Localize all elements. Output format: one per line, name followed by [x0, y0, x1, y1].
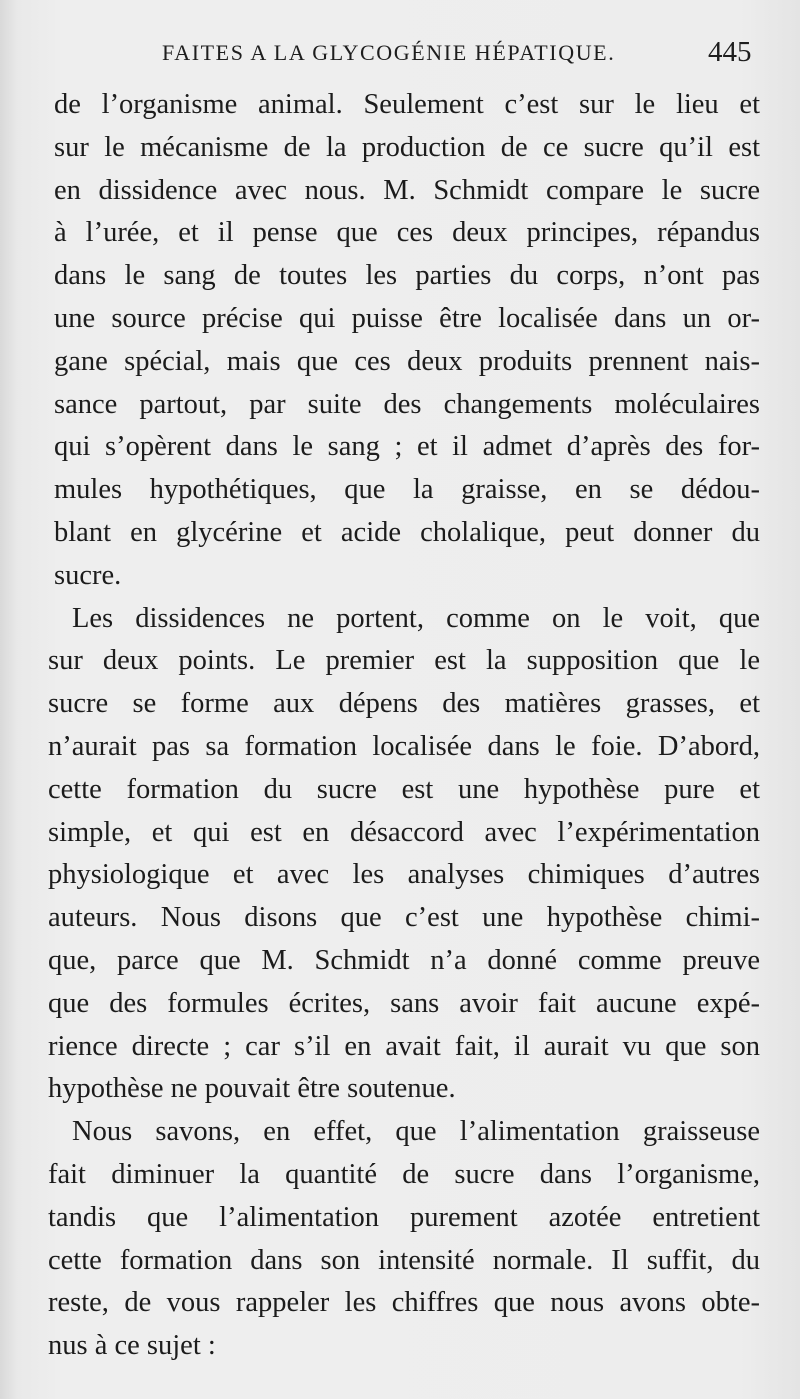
page-header: [0, 36, 800, 76]
text-line: nus à ce sujet :: [48, 1330, 216, 1362]
text-line: à l’urée, et il pense que ces deux principes, répandus: [54, 217, 760, 249]
running-title: FAITES A LA GLYCOGÉNIE HÉPATIQUE.: [162, 40, 616, 65]
text-line: Les dissidences ne portent, comme on le voit, que: [72, 602, 760, 634]
text-line: Nous savons, en effet, que l’alimentation graisseuse: [72, 1116, 760, 1148]
text-line: dans le sang de toutes les parties du corps, n’ont pas: [54, 260, 760, 292]
text-line: auteurs. Nous disons que c’est une hypothèse chimi-: [48, 902, 760, 934]
text-line: sur le mécanisme de la production de ce sucre qu’il est: [54, 131, 760, 163]
text-line: sance partout, par suite des changements moléculaires: [54, 388, 760, 420]
text-line: sur deux points. Le premier est la supposition que le: [48, 645, 760, 677]
text-line: de l’organisme animal. Seulement c’est sur le lieu et: [54, 89, 760, 120]
text-line: mules hypothétiques, que la graisse, en se dédou-: [54, 474, 760, 506]
paragraph-2: [48, 598, 760, 1112]
text-line: n’aurait pas sa formation localisée dans le foie. D’abord,: [48, 730, 760, 762]
text-line: rience directe ; car s’il en avait fait, il aurait vu que son: [48, 1030, 760, 1062]
text-line: une source précise qui puisse être localisée dans un or-: [54, 302, 760, 334]
text-line: que, parce que M. Schmidt n’a donné comme preuve: [48, 944, 760, 976]
text-line: simple, et qui est en désaccord avec l’expérimentation: [48, 816, 760, 848]
body-text: [48, 84, 760, 1368]
text-line: sucre se forme aux dépens des matières grasses, et: [48, 688, 760, 720]
text-line: cette formation dans son intensité normale. Il suffit, du: [48, 1244, 760, 1276]
text-line: cette formation du sucre est une hypothèse pure et: [48, 773, 760, 805]
text-line: physiologique et avec les analyses chimiques d’autres: [48, 859, 760, 891]
text-line: gane spécial, mais que ces deux produits prennent nais-: [54, 345, 760, 377]
text-line: tandis que l’alimentation purement azotée entretient: [48, 1201, 760, 1233]
text-line: en dissidence avec nous. M. Schmidt compare le sucre: [54, 174, 760, 206]
text-line: que des formules écrites, sans avoir fait aucune expé-: [48, 987, 760, 1019]
text-line: fait diminuer la quantité de sucre dans l’organisme,: [48, 1158, 760, 1190]
text-line: sucre.: [54, 559, 122, 591]
paragraph-1: [48, 84, 760, 598]
paragraph-3: [48, 1111, 760, 1368]
text-line: qui s’opèrent dans le sang ; et il admet d’après des for-: [54, 431, 760, 463]
text-line: blant en glycérine et acide cholalique, peut donner du: [54, 516, 760, 548]
text-line: reste, de vous rappeler les chiffres que nous avons obte-: [48, 1287, 760, 1319]
text-line: hypothèse ne pouvait être soutenue.: [48, 1073, 456, 1105]
page-number: 445: [708, 36, 752, 68]
